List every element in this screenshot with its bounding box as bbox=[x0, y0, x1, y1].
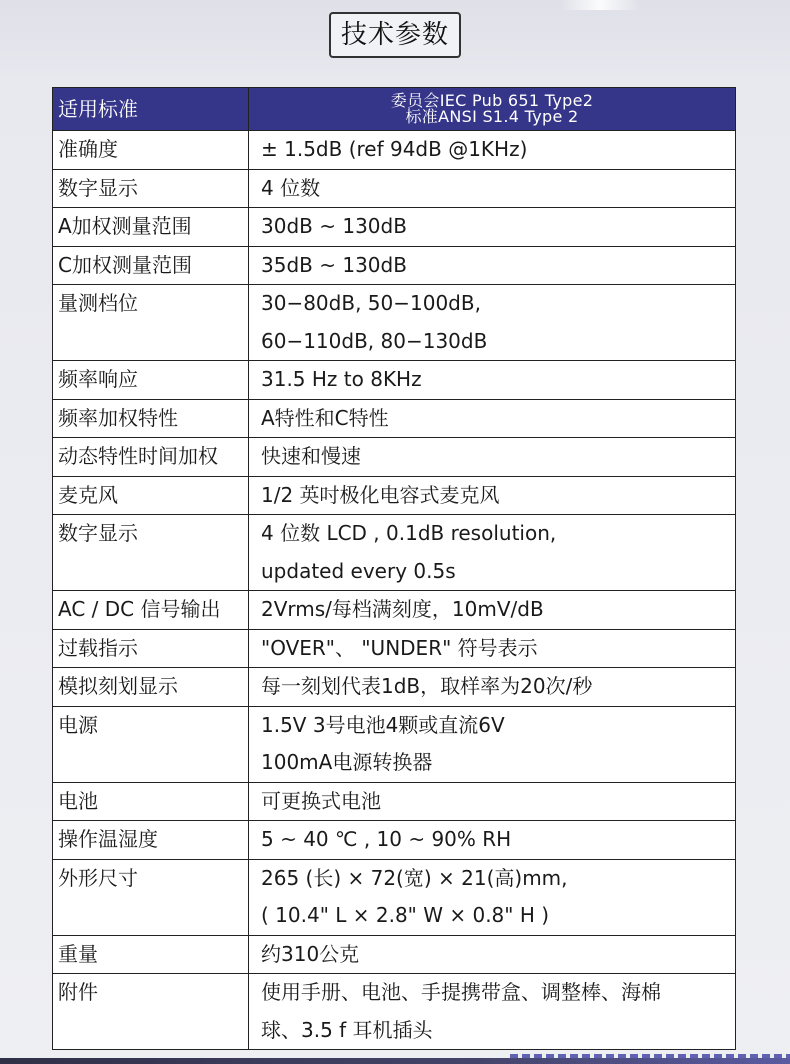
spec-label: 动态特性时间加权 bbox=[53, 438, 249, 477]
table-row bbox=[53, 821, 736, 860]
table-row bbox=[53, 974, 736, 1050]
spec-label: 准确度 bbox=[53, 131, 249, 170]
table-row bbox=[53, 515, 736, 591]
spec-label: 附件 bbox=[53, 974, 249, 1050]
table-row bbox=[53, 285, 736, 361]
table-row bbox=[53, 246, 736, 285]
spec-value-line: 4 位数 bbox=[261, 175, 321, 200]
spec-value bbox=[249, 246, 736, 285]
spec-value-line: 30−80dB, 50−100dB, bbox=[261, 291, 481, 315]
bottom-bar bbox=[0, 1058, 790, 1064]
spec-label: 频率加权特性 bbox=[53, 399, 249, 438]
table-row bbox=[53, 706, 736, 782]
spec-value bbox=[249, 821, 736, 860]
spec-value bbox=[249, 476, 736, 515]
spec-value bbox=[249, 169, 736, 208]
spec-value bbox=[249, 629, 736, 668]
spec-label: 麦克风 bbox=[53, 476, 249, 515]
spec-table bbox=[52, 87, 736, 1050]
spec-value bbox=[249, 131, 736, 170]
table-row bbox=[53, 629, 736, 668]
spec-label: 数字显示 bbox=[53, 169, 249, 208]
table-row bbox=[53, 438, 736, 477]
spec-value bbox=[249, 668, 736, 707]
spec-value-line: 30dB ~ 130dB bbox=[261, 214, 407, 238]
spec-value bbox=[249, 208, 736, 247]
spec-value-line: 2Vrms/每档满刻度，10mV/dB bbox=[261, 597, 544, 621]
spec-label: 数字显示 bbox=[53, 515, 249, 591]
spec-value-line: 265 (长) × 72(宽) × 21(高)mm, bbox=[261, 865, 568, 890]
spec-label: 模拟刻划显示 bbox=[53, 668, 249, 707]
spec-value bbox=[249, 706, 736, 782]
table-row bbox=[53, 476, 736, 515]
spec-value-line: A特性和C特性 bbox=[261, 405, 389, 430]
spec-value-line: 1.5V 3号电池4颗或直流6V bbox=[261, 712, 505, 737]
table-row bbox=[53, 591, 736, 630]
spec-value-line: 使用手册、电池、手提携带盒、调整棒、海棉 bbox=[261, 980, 661, 1004]
spec-value-line: 球、3.5 f 耳机插头 bbox=[261, 1017, 433, 1042]
spec-value bbox=[249, 285, 736, 361]
spec-value bbox=[249, 591, 736, 630]
spec-value bbox=[249, 974, 736, 1050]
spec-value bbox=[249, 515, 736, 591]
table-row bbox=[53, 859, 736, 935]
spec-value bbox=[249, 935, 736, 974]
spec-value-line: 60−110dB, 80−130dB bbox=[261, 328, 488, 353]
title-area bbox=[0, 12, 790, 58]
spec-value-line: updated every 0.5s bbox=[261, 558, 456, 583]
spec-value-line: "OVER"、 "UNDER" 符号表示 bbox=[261, 635, 538, 660]
table-row bbox=[53, 935, 736, 974]
header-label: 适用标准 bbox=[53, 88, 249, 131]
page-title: 技术参数 bbox=[329, 12, 461, 58]
header-value bbox=[249, 88, 736, 131]
spec-label: C加权测量范围 bbox=[53, 246, 249, 285]
spec-label: 电源 bbox=[53, 706, 249, 782]
spec-value bbox=[249, 361, 736, 400]
spec-value-line: 5 ~ 40 ℃ , 10 ~ 90% RH bbox=[261, 827, 512, 851]
table-row bbox=[53, 399, 736, 438]
header-value-line: 委员会IEC Pub 651 Type2 bbox=[390, 91, 594, 110]
spec-label: 外形尺寸 bbox=[53, 859, 249, 935]
spec-value bbox=[249, 438, 736, 477]
spec-value-line: ( 10.4" L × 2.8" W × 0.8" H ) bbox=[261, 903, 550, 927]
spec-value-line: 约310公克 bbox=[261, 941, 360, 966]
spec-value-line: 可更换式电池 bbox=[261, 788, 381, 813]
table-header-row bbox=[53, 88, 736, 131]
spec-label: 量测档位 bbox=[53, 285, 249, 361]
spec-value-line: ± 1.5dB (ref 94dB @1KHz) bbox=[261, 137, 528, 161]
spec-value-line: 4 位数 LCD , 0.1dB resolution, bbox=[261, 521, 557, 545]
spec-value-line: 1/2 英吋极化电容式麦克风 bbox=[261, 482, 500, 507]
spec-label: 频率响应 bbox=[53, 361, 249, 400]
table-row bbox=[53, 131, 736, 170]
table-row bbox=[53, 169, 736, 208]
spec-value-line: 31.5 Hz to 8KHz bbox=[261, 367, 422, 391]
spec-value-line: 每一刻划代表1dB，取样率为20次/秒 bbox=[261, 674, 593, 698]
spec-value-line: 35dB ~ 130dB bbox=[261, 252, 407, 277]
spec-label: A加权测量范围 bbox=[53, 208, 249, 247]
spec-value bbox=[249, 859, 736, 935]
table-row bbox=[53, 782, 736, 821]
spec-label: 电池 bbox=[53, 782, 249, 821]
spec-value bbox=[249, 782, 736, 821]
spec-label: 操作温湿度 bbox=[53, 821, 249, 860]
spec-label: 重量 bbox=[53, 935, 249, 974]
spec-value-line: 快速和慢速 bbox=[261, 444, 361, 468]
spec-label: 过载指示 bbox=[53, 629, 249, 668]
table-row bbox=[53, 668, 736, 707]
table-row bbox=[53, 361, 736, 400]
top-highlight bbox=[560, 0, 640, 10]
spec-value bbox=[249, 399, 736, 438]
table-row bbox=[53, 208, 736, 247]
spec-value-line: 100mA电源转换器 bbox=[261, 750, 433, 774]
spec-label: AC / DC 信号输出 bbox=[53, 591, 249, 630]
header-value-line: 标准ANSI S1.4 Type 2 bbox=[405, 107, 579, 126]
